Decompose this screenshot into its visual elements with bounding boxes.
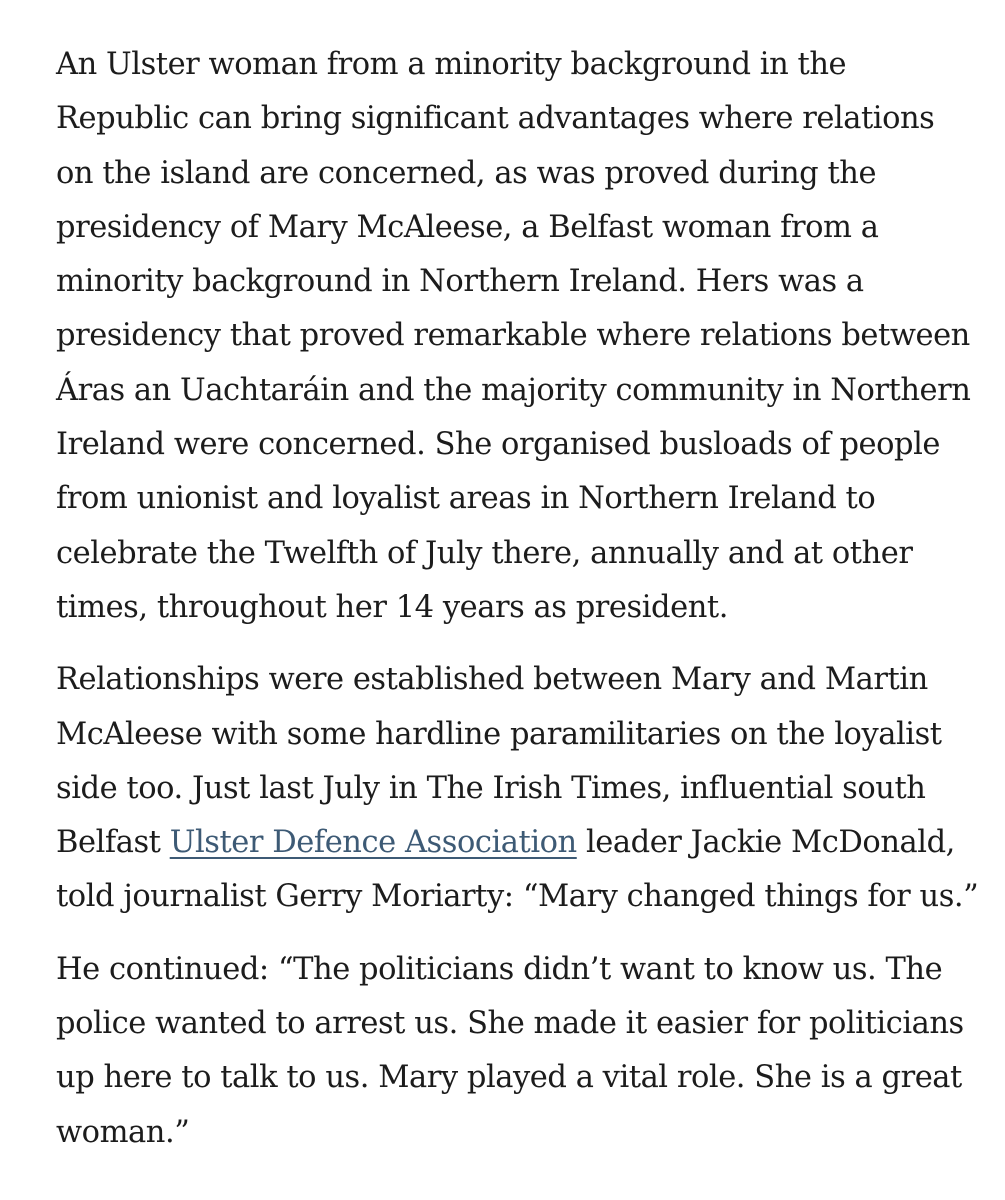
paragraph-1-line: An Ulster woman from a minority background in the [56,47,847,82]
paragraph-3-line: woman.” [56,1114,190,1150]
paragraph-2-line-with-link [56,816,995,870]
paragraph-3-line: He continued: “The politicians didn’t want to know us. The [56,951,943,987]
paragraph-1-line: Áras an Uachtaráin and the majority community in Northern [56,372,971,408]
paragraph-1 [56,38,995,635]
ulster-defence-association-link[interactable]: Ulster Defence Association [169,825,577,861]
paragraph-2-line: Relationships were established between Mary and Martin [56,662,928,698]
paragraph-2-line: side too. Just last July in The Irish Times, influential south [56,770,926,806]
paragraph-1-line: Ireland were concerned. She organised busloads of people [56,427,941,463]
paragraph-1-line: times, throughout her 14 years as president. [56,589,728,625]
paragraph-1-line: minority background in Northern Ireland. Hers was a [56,264,864,300]
paragraph-1-line: on the island are concerned, as was proved during the [56,155,877,191]
paragraph-3-line: police wanted to arrest us. She made it easier for politicians [56,1006,964,1042]
paragraph-2-line: told journalist Gerry Moriarty: “Mary changed things for us.” [56,879,979,915]
paragraph-1-line: presidency of Mary McAleese, a Belfast woman from a [56,209,879,245]
paragraph-1-line: presidency that proved remarkable where relations between [56,318,970,354]
paragraph-2 [56,653,995,924]
link-suffix-text: leader Jackie McDonald, [576,825,955,861]
paragraph-1-line: celebrate the Twelfth of July there, annually and at other [56,535,913,571]
paragraph-3-line: up here to talk to us. Mary played a vital role. She is a great [56,1060,962,1096]
paragraph-1-line: Republic can bring significant advantages where relations [56,101,935,137]
link-prefix-text: Belfast [56,825,170,861]
paragraph-1-line: from unionist and loyalist areas in Northern Ireland to [56,481,876,517]
paragraph-2-line: McAleese with some hardline paramilitaries on the loyalist [56,716,942,752]
paragraph-3 [56,943,995,1160]
